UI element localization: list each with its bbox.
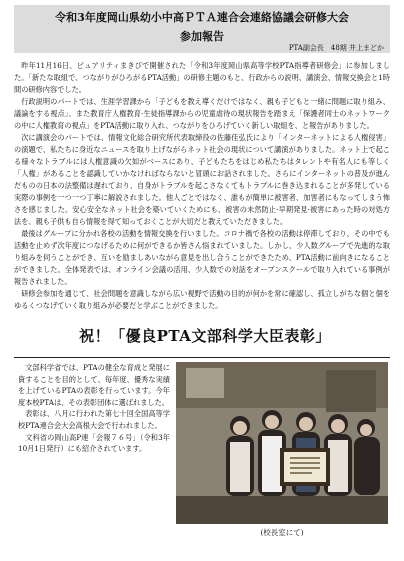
award-heading: 祝！「優良PTA文部科学大臣表彰」 [79,327,331,345]
award-body [18,362,170,455]
photo-caption: (校長室にて) [260,528,304,537]
report-subtitle: 参加報告 [180,30,224,43]
award-photo [176,362,388,524]
body-paragraph: 行政説明のパートでは、生涯学習課から「子どもを教え導くだけではなく、親も子どもと一緒に問題に取り組み、議論をする視点」、また教育庁人権教育·生徒指導課からの児童虐待の現状報告を踏まえ「保護者同士のネットワークの中に人権教育の視点」をPTA活動に取り入れ、つながりをひろげていく新しい取組を、と報告がありました。 [14,97,390,130]
report-title: 令和3年度岡山県幼小中高ＰＴＡ連合会連絡協議会研修大会 [55,11,349,24]
award-paragraph: 表彰は、八月に行われた第七十回全国高等学校PTA連合会大会高根大会で行われました。 [18,409,170,430]
award-divider [14,357,390,358]
report-body [14,60,390,312]
report-author: PTA副会長 48期 井上まどか [288,44,384,52]
body-paragraph: 研修会参加を通じて、社会問題を意識しながら広い視野で活動の目的が何かを常に確認し、孤立しがちな個と個をゆるくつなげていく取り組みが必要だと学ぶことができました。 [14,289,390,310]
award-paragraph: 文科省の岡山高P連「会報７６号」（令和3年10月1日発行）にも紹介されています。 [18,432,170,454]
body-paragraph: 昨年11月16日、ピュアリティまきびで開催された「令和3年度岡山県高等学校PTA指導者研修会」に参加しました。「新たな取組で、つながりがひろがるPTA活動」の研修主題のもと、行政からの説明、講演会、情報交換会と1時間の研修内容でした。 [14,61,390,94]
body-paragraph: 最後はグループに分かれ各校の活動を情報交換を行いました。コロナ禍で各校の活動は停滞しており、その中でも活動を止めず次年度につなげるために何ができるか皆さん悩まれていました。しかし、少人数グループで先進的な取り組みを伺うことができ、互いを励ましあいながら意見を出し合うことができたため、PTA活動に前向きになることができました。全体発表では、オンライン会議の活用、少人数での対話をオープンスクールで取り入れている事例が報告されました。 [14,229,390,286]
body-paragraph: 次に講演会のパートでは、情報文化総合研究所代表取締役の佐藤佳弘氏により「インターネットによる人権侵害」の演題で、私たちに身近なニュースを取り上げながらネット社会の現状について講演がありました。ネット上で起こる様々なトラブルには人権意識の欠如がベースにあり、子どもたちをはじめ私たちはタレントや有名人にも等しく「人権」があることを認識していかなければならないと冒頭にお話されました。さらにインターネットの普及が進んだものの日本の法整備は遅れており、自身がトラブルを起こさなくてもトラブルに巻き込まれることが多発している実際の事例を一つ一つ丁寧に解説されました。他人ごとではなく、誰もが簡単に被害者、加害者にもなってしまう怖さを感じました。安心安全なネット社会を築いていくためにも、被害の未然防止·早期発見·被害にあった時の対処方法を、親も子供も自ら情報を得て知っておくことが大切だと教えていただきました。 [14,133,390,226]
award-paragraph: 文部科学省では、PTAの健全な育成と発展に資することを目的として、毎年度、優秀な実績を上げているPTAの表彰を行っています。今年度本校PTAは、その表彰団体に選ばれました。 [18,363,170,407]
